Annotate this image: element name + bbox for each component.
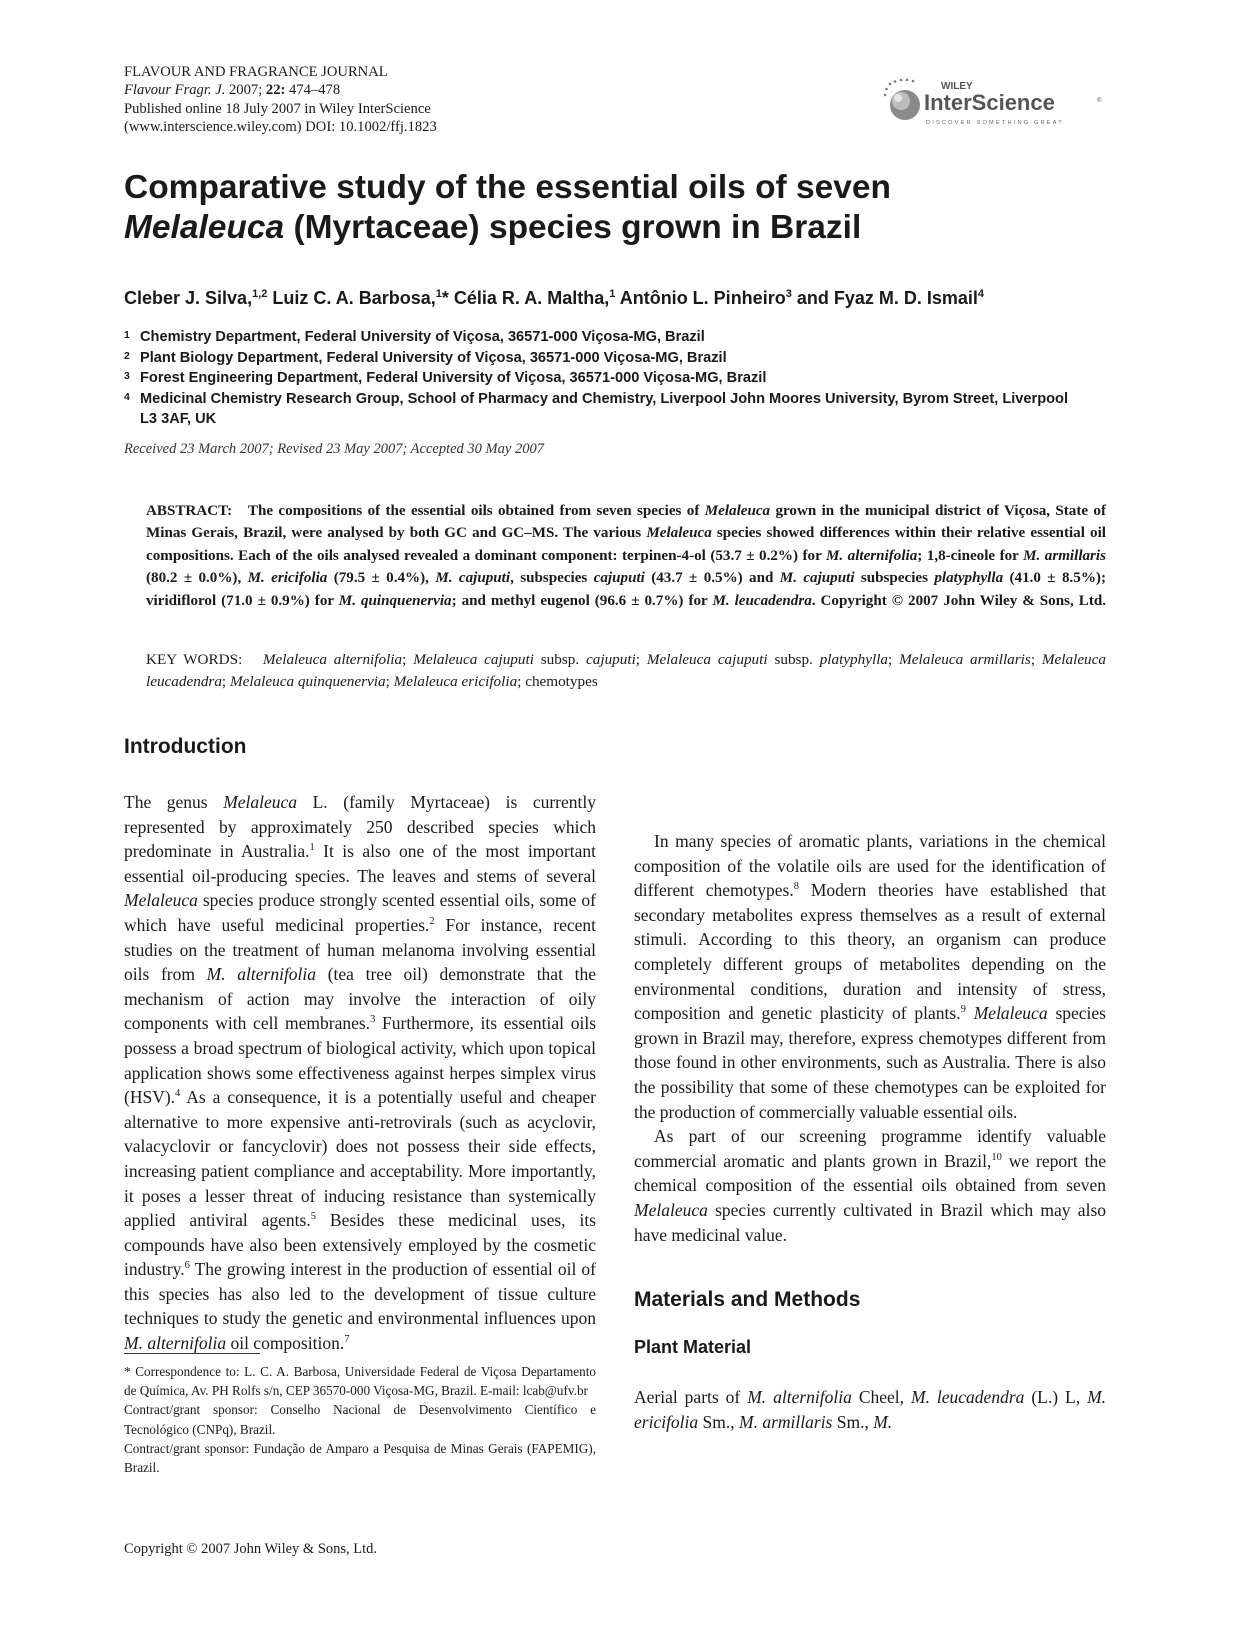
- species-name: Melaleuca: [704, 503, 771, 519]
- affiliation-number: 3: [124, 370, 130, 383]
- title-line-2: (Myrtaceae) species grown in Brazil: [284, 209, 862, 246]
- species-name: M. ericifolia: [634, 1387, 1107, 1432]
- body-text: Sm.,: [698, 1411, 740, 1432]
- footnotes: [124, 1362, 596, 1477]
- correspondence-footnote: * Correspondence to: L. C. A. Barbosa, Universidade Federal de Viçosa Departamento de Química, Av. PH Rolfs s/n, CEP 36570-000 Viçosa-MG, Brazil. E-mail: lcab@ufv.br: [124, 1364, 596, 1399]
- citation-ref: 8: [793, 881, 799, 893]
- keyword: Melaleuca armillaris: [899, 651, 1031, 668]
- author-affiliation-mark: 1,2: [252, 288, 268, 300]
- abstract-text: ; and methyl eugenol (96.6 ± 0.7%) for: [451, 592, 713, 609]
- citation-journal: Flavour Fragr. J.: [124, 82, 226, 99]
- body-text: [966, 1003, 974, 1023]
- body-text: Sm.,: [832, 1411, 874, 1432]
- abstract-text: species showed differences within their relative essential oil compositions. Each of the oils analysed revealed a dominant component: terpinen-4-ol (53.7 ± 0.2%) for: [146, 525, 1106, 564]
- page-footer-copyright: Copyright © 2007 John Wiley & Sons, Ltd.: [124, 1541, 378, 1557]
- citation-volume: 22:: [265, 82, 286, 99]
- affiliation-number: 1: [124, 329, 130, 341]
- keyword-separator: ;: [402, 651, 414, 668]
- keyword-separator: subsp.: [767, 651, 820, 668]
- body-text: It is also one of the most important essential oil-producing species. The leaves and stems of several: [124, 841, 596, 886]
- keyword-separator: ;: [221, 673, 230, 691]
- keyword: cajuputi: [586, 651, 636, 668]
- footnote-divider: [124, 1353, 260, 1354]
- affiliation-item: [124, 348, 1084, 369]
- citation-pages: 474–478: [289, 82, 341, 99]
- abstract-text: subspecies: [854, 570, 935, 587]
- species-name: M.: [873, 1411, 893, 1432]
- species-name: cajuputi: [593, 570, 645, 587]
- author-affiliation-mark: 3: [785, 288, 792, 300]
- body-text: (tea tree oil) demonstrate that the mechanism of action may involve the interaction of oily components with cell membranes.: [124, 964, 596, 1034]
- author-name: and Fyaz M. D. Ismail: [791, 288, 978, 308]
- title-genus: Melaleuca: [124, 209, 285, 246]
- species-name: M. quinquenervia: [338, 592, 452, 609]
- species-name: M. alternifolia: [747, 1387, 852, 1408]
- species-name: M. alternifolia: [826, 547, 918, 564]
- body-text: As a consequence, it is a potentially useful and cheaper alternative to more expensive anti-retrovirals (such as acyclovir, valacyclovir or fancyclovir) does not possess their side effects, increasing patient compliance and acceptability. More importantly, it poses a lesser threat of inducing resistance than systemically applied antiviral agents.: [124, 1087, 596, 1231]
- affiliation-text: Forest Engineering Department, Federal University of Viçosa, 36571-000 Viçosa-MG, Brazil: [140, 370, 767, 387]
- species-name: M. cajuputi: [435, 570, 511, 587]
- keywords: [146, 649, 1106, 694]
- citation-ref: 2: [429, 916, 435, 928]
- species-name: M. armillaris: [1023, 547, 1107, 564]
- abstract-text: . Copyright © 2007 John Wiley & Sons, Ltd.: [811, 592, 1107, 609]
- body-text: (L.) L,: [1024, 1387, 1088, 1408]
- body-text: As part of our screening programme identify valuable commercial aromatic and plants grown in Brazil,: [634, 1126, 1106, 1171]
- affiliation-text: Chemistry Department, Federal University of Viçosa, 36571-000 Viçosa-MG, Brazil: [140, 329, 705, 345]
- author-name: Cleber J. Silva,: [124, 288, 253, 308]
- keyword-separator: ; chemotypes: [517, 673, 598, 691]
- species-name: M. armillaris: [739, 1411, 833, 1432]
- body-text: species grown in Brazil may, therefore, express chemotypes different from those found in other environments, such as Australia. There is also the possibility that some of these chemotypes can be exploited for the production of commercially valuable essential oils.: [634, 1003, 1106, 1122]
- grant-sponsor-footnote: Contract/grant sponsor: Conselho Nacional de Desenvolvimento Científico e Tecnológico (CNPq), Brazil.: [124, 1402, 596, 1437]
- author-name: Célia R. A. Maltha,: [448, 288, 610, 308]
- abstract-text: (41.0 ± 8.5%); viridiflorol (71.0 ± 0.9%) for: [146, 570, 1106, 609]
- logo-interscience-text: InterScience: [924, 90, 1055, 115]
- globe-icon: [884, 79, 920, 121]
- article-title: [124, 168, 1124, 248]
- body-text: For instance, recent studies on the treatment of human melanoma involving essential oils from: [124, 914, 597, 985]
- abstract-label: ABSTRACT:: [146, 503, 233, 519]
- keyword-separator: subsp.: [533, 651, 587, 668]
- title-line-1: Comparative study of the essential oils of seven: [124, 169, 891, 206]
- affiliation-text: Medicinal Chemistry Research Group, School of Pharmacy and Chemistry, Liverpool John Moores University, Byrom Street, Liverpool L3 3AF, UK: [140, 390, 1069, 428]
- abstract-text: grown in the municipal district of Viçosa, State of Minas Gerais, Brazil, were analysed by both GC and GC–MS. The various: [146, 503, 1106, 542]
- left-column: [124, 734, 596, 1356]
- body-text: In many species of aromatic plants, variations in the chemical composition of the volatile oils are used for the identification of different chemotypes.: [634, 831, 1106, 901]
- citation-ref: 3: [370, 1014, 376, 1026]
- received-dates: Received 23 March 2007; Revised 23 May 2007; Accepted 30 May 2007: [124, 441, 544, 457]
- keyword: Melaleuca quinquenervia: [229, 673, 386, 691]
- affiliation-number: 2: [124, 349, 130, 362]
- keyword: Melaleuca ericifolia: [393, 673, 518, 691]
- abstract-text: (43.7 ± 0.5%) and: [644, 570, 780, 587]
- author-list: [124, 288, 1124, 309]
- affiliation-item: [124, 389, 1084, 430]
- abstract: [146, 500, 1106, 612]
- author-affiliation-mark: 4: [977, 288, 984, 300]
- body-text: Furthermore, its essential oils possess a broad spectrum of biological activity, which upon topical application shows some effectiveness against herpes simplex virus (HSV).: [124, 1013, 596, 1108]
- body-text: Besides these medicinal uses, its compounds have also been extensively employed by the cosmetic industry.: [124, 1210, 596, 1280]
- keyword: platyphylla: [819, 651, 889, 668]
- keyword: Melaleuca leucadendra: [146, 651, 1106, 691]
- affiliation-list: [124, 327, 1084, 430]
- species-name: M. leucadendra: [911, 1387, 1025, 1408]
- species-name: Melaleuca: [646, 525, 712, 542]
- species-name: M. alternifolia: [124, 1333, 227, 1354]
- wiley-interscience-logo: [884, 78, 1110, 130]
- keyword-separator: ;: [635, 651, 647, 668]
- intro-paragraph-3: [634, 1124, 1106, 1247]
- logo-tagline: DISCOVER SOMETHING GREAT: [926, 120, 1064, 126]
- methods-paragraph: [634, 1385, 1106, 1434]
- affiliation-text: Plant Biology Department, Federal University of Viçosa, 36571-000 Viçosa-MG, Brazil: [140, 349, 727, 366]
- journal-name: FLAVOUR AND FRAGRANCE JOURNAL: [124, 64, 388, 80]
- body-text: species produce strongly scented essential oils, some of which have useful medicinal properties.: [124, 890, 596, 935]
- author-name: Luiz C. A. Barbosa,: [267, 288, 436, 308]
- citation-ref: 9: [960, 1004, 966, 1016]
- abstract-text: , subspecies: [510, 570, 594, 587]
- keyword: Melaleuca alternifolia: [262, 651, 403, 668]
- abstract-text: (80.2 ± 0.0%),: [146, 570, 248, 587]
- citation-ref: 7: [344, 1334, 350, 1346]
- species-name: M. ericifolia: [247, 570, 328, 587]
- species-name: Melaleuca: [124, 890, 198, 911]
- keyword-separator: ;: [1030, 651, 1042, 668]
- affiliation-number: 4: [124, 390, 130, 403]
- body-text: oil composition.: [226, 1333, 345, 1354]
- body-text: The growing interest in the production of essential oil of this species has also led to the development of tissue culture techniques to study the genetic and environmental influences upon: [124, 1259, 596, 1329]
- author-affiliation-mark: 1: [609, 288, 616, 300]
- species-name: Melaleuca: [223, 792, 298, 812]
- keyword: Melaleuca cajuputi: [646, 651, 768, 668]
- citation-ref: 10: [991, 1151, 1002, 1163]
- species-name: M. leucadendra: [712, 592, 812, 609]
- body-text: species currently cultivated in Brazil which may also have medicinal value.: [634, 1199, 1106, 1245]
- species-name: platyphylla: [934, 570, 1004, 587]
- citation-ref: 1: [309, 842, 315, 854]
- body-text: Modern theories have established that secondary metabolites express themselves as a result of external stimuli. According to this theory, an organism can produce completely different groups of metabolites depending on the environmental conditions, duration and intensity of stress, composition and genetic plasticity of plants.: [634, 880, 1107, 1024]
- logo-registered-mark: ®: [1097, 98, 1102, 104]
- keyword-separator: ;: [385, 673, 394, 691]
- citation-year: 2007;: [229, 82, 263, 99]
- section-heading-materials-methods: Materials and Methods: [634, 1288, 861, 1312]
- intro-paragraph-2: [634, 829, 1106, 1124]
- intro-paragraph-1: [124, 790, 596, 1356]
- keyword-separator: ;: [888, 651, 900, 668]
- affiliation-item: [124, 368, 1084, 389]
- body-text: Aerial parts of: [634, 1387, 748, 1408]
- published-line: Published online 18 July 2007 in Wiley InterScience: [124, 100, 431, 117]
- keyword: Melaleuca cajuputi: [413, 651, 534, 668]
- abstract-text: (79.5 ± 0.4%),: [327, 570, 436, 587]
- body-text: we report the chemical composition of the essential oils obtained from seven: [634, 1150, 1107, 1196]
- body-text: Cheel,: [851, 1387, 911, 1408]
- author-affiliation-mark: 1: [435, 288, 442, 300]
- subsection-heading-plant-material: Plant Material: [634, 1337, 752, 1358]
- abstract-text: The compositions of the essential oils obtained from seven species of: [247, 503, 705, 519]
- journal-header: [124, 63, 644, 136]
- journal-citation: [124, 81, 644, 99]
- affiliation-item: [124, 327, 1084, 348]
- keywords-label: KEY WORDS:: [146, 651, 243, 668]
- citation-ref: 6: [184, 1260, 190, 1272]
- species-name: Melaleuca: [634, 1199, 708, 1220]
- citation-ref: 5: [310, 1211, 316, 1223]
- corresponding-author-mark: *: [441, 288, 449, 308]
- species-name: Melaleuca: [973, 1003, 1048, 1024]
- author-name: Antônio L. Pinheiro: [615, 288, 786, 308]
- section-heading-introduction: Introduction: [124, 735, 247, 758]
- body-text: L. (family Myrtaceae) is currently represented by approximately 250 described species which predominate in Australia.: [124, 792, 596, 862]
- right-column: [634, 731, 1106, 1434]
- grant-sponsor-footnote: Contract/grant sponsor: Fundação de Amparo a Pesquisa de Minas Gerais (FAPEMIG), Brazil.: [124, 1440, 596, 1476]
- url-doi-line: (www.interscience.wiley.com) DOI: 10.1002/ffj.1823: [124, 118, 437, 135]
- species-name: M. alternifolia: [206, 964, 317, 985]
- citation-ref: 4: [175, 1088, 181, 1100]
- species-name: M. cajuputi: [779, 570, 855, 587]
- body-text: The genus: [124, 792, 224, 812]
- abstract-text: ; 1,8-cineole for: [917, 547, 1024, 564]
- logo-wiley-text: WILEY: [941, 81, 973, 92]
